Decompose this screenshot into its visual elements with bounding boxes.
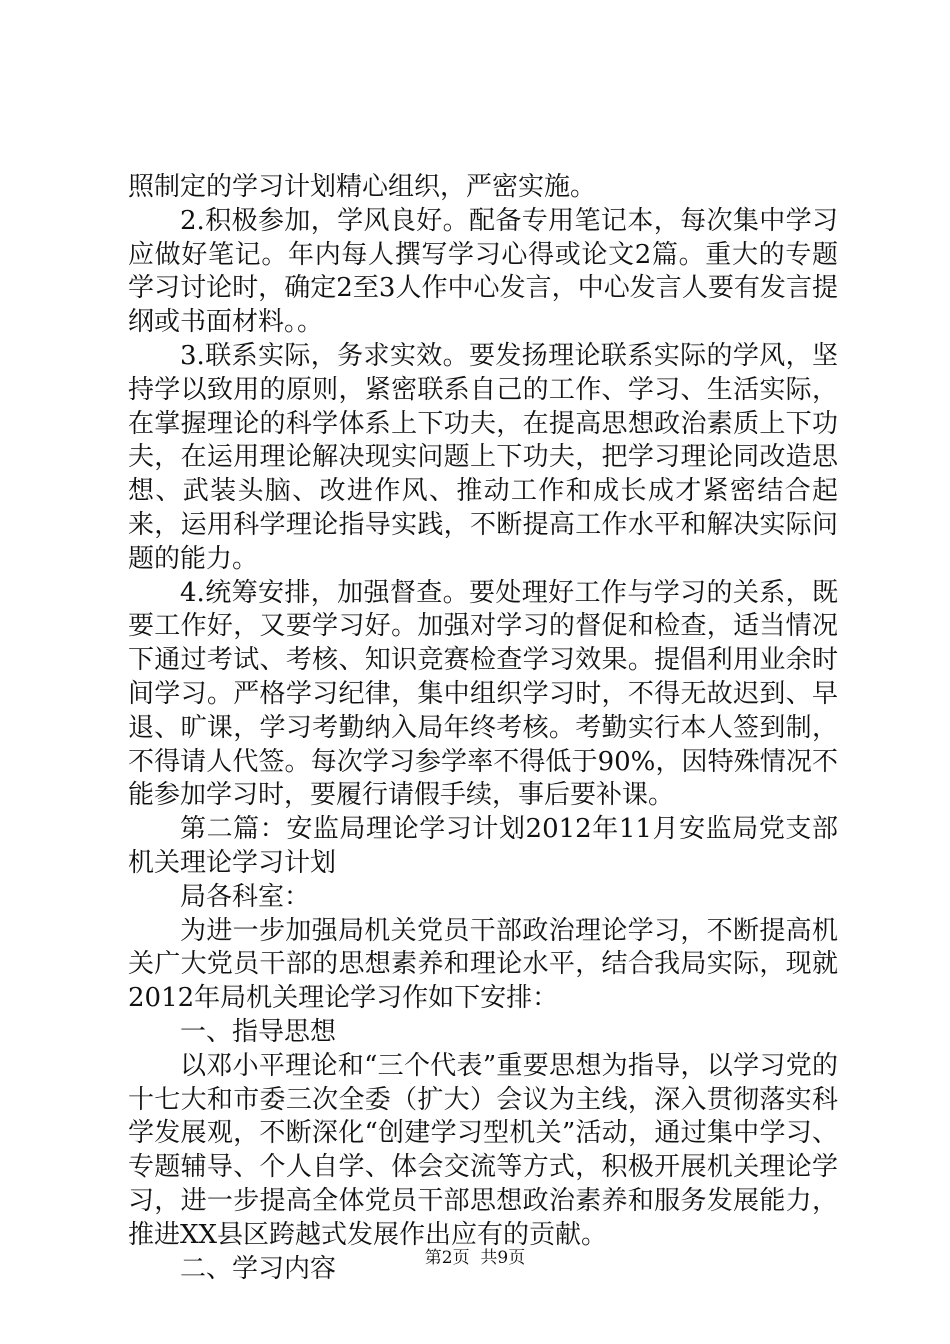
- paragraph: 为进一步加强局机关党员干部政治理论学习，不断提高机关广大党员干部的思想素养和理论水平，结合我局实际，现就2012年局机关理论学习作如下安排：: [128, 915, 838, 1014]
- salutation: 局各科室：: [180, 881, 311, 912]
- paragraph: 2.积极参加，学风良好。配备专用笔记本，每次集中学习应做好笔记。年内每人撰写学习心得或论文2篇。重大的专题学习讨论时，确定2至3人作中心发言，中心发言人要有发言提纲或书面材料。。: [128, 205, 838, 338]
- page-footer: [0, 1243, 950, 1268]
- paragraph: 4.统筹安排，加强督查。要处理好工作与学习的关系，既要工作好，又要学习好。加强对学习的督促和检查，适当情况下通过考试、考核、知识竞赛检查学习效果。提倡利用业余时间学习。严格学习纪律，集中组织学习时，不得无故迟到、早退、旷课，学习考勤纳入局年终考核。考勤实行本人签到制，不得请人代签。每次学习参学率不得低于90%，因特殊情况不能参加学习时，要履行请假手续，事后要补课。: [128, 577, 838, 811]
- document-body: [128, 171, 838, 1286]
- paragraph: 3.联系实际，务求实效。要发扬理论联系实际的学风，坚持学以致用的原则，紧密联系自己的工作、学习、生活实际，在掌握理论的科学体系上下功夫，在提高思想政治素质上下功夫，在运用理论解决现实问题上下功夫，把学习理论同改造思想、武装头脑、改进作风、推动工作和成长成才紧密结合起来，运用科学理论指导实践，不断提高工作水平和解决实际问题的能力。: [128, 340, 838, 574]
- paragraph: 以邓小平理论和“三个代表”重要思想为指导，以学习党的十七大和市委三次全委（扩大）会议为主线，深入贯彻落实科学发展观，不断深化“创建学习型机关”活动，通过集中学习、专题辅导、个人自学、体会交流等方式，积极开展机关理论学习，进一步提高全体党员干部思想政治素养和服务发展能力，推进XX县区跨越式发展作出应有的贡献。: [128, 1050, 838, 1250]
- section-heading: 一、指导思想: [180, 1016, 337, 1047]
- page-number-label: 第2页 共9页: [424, 1248, 526, 1268]
- paragraph: 照制定的学习计划精心组织，严密实施。: [128, 172, 597, 202]
- section-heading: 二、学习内容: [180, 1253, 337, 1284]
- section-heading: 第二篇：安监局理论学习计划2012年11月安监局党支部机关理论学习计划: [128, 814, 838, 878]
